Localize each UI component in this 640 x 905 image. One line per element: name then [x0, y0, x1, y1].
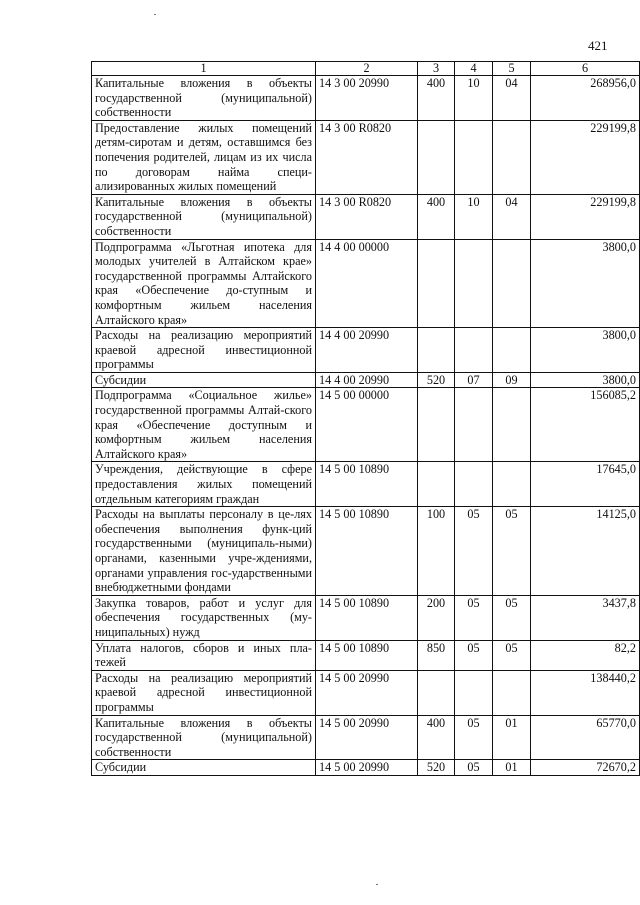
table-row [92, 372, 640, 388]
column-header: 6 [531, 62, 640, 76]
row-rz: 05 [455, 640, 493, 670]
row-name: Подпрограмма «Льготная ипотека для молодых учителей в Алтайском крае» государственной программы Алтайского края «Обеспечение до-ступным и комфортным жильем населения Алтайского края» [92, 239, 316, 328]
row-name: Учреждения, действующие в сфере предоставления жилых помещений отдельным категориям граждан [92, 462, 316, 507]
row-rz: 05 [455, 715, 493, 760]
row-code: 14 3 00 R0820 [316, 120, 418, 194]
column-header: 3 [418, 62, 455, 76]
row-pr [493, 462, 531, 507]
table-row [92, 760, 640, 776]
column-header: 4 [455, 62, 493, 76]
scan-speck [376, 884, 378, 885]
row-sum: 3800,0 [531, 372, 640, 388]
row-name: Подпрограмма «Социальное жилье» государственной программы Алтай-ского края «Обеспечение доступным и комфортным жильем населения Алтайского края» [92, 388, 316, 462]
row-vr: 520 [418, 760, 455, 776]
row-sum: 229199,8 [531, 120, 640, 194]
row-sum: 72670,2 [531, 760, 640, 776]
row-name: Капитальные вложения в объекты государственной (муниципальной) собственности [92, 715, 316, 760]
row-vr [418, 462, 455, 507]
row-vr [418, 120, 455, 194]
row-rz [455, 388, 493, 462]
row-rz: 05 [455, 595, 493, 640]
row-code: 14 5 00 10890 [316, 462, 418, 507]
row-name: Субсидии [92, 760, 316, 776]
row-sum: 14125,0 [531, 507, 640, 596]
table-row [92, 462, 640, 507]
row-vr [418, 239, 455, 328]
row-pr [493, 388, 531, 462]
row-pr: 04 [493, 194, 531, 239]
row-sum: 3800,0 [531, 328, 640, 373]
row-rz: 05 [455, 507, 493, 596]
row-vr [418, 388, 455, 462]
row-name: Уплата налогов, сборов и иных пла-тежей [92, 640, 316, 670]
row-rz [455, 328, 493, 373]
table-row [92, 76, 640, 121]
row-rz [455, 670, 493, 715]
row-pr: 09 [493, 372, 531, 388]
row-name: Расходы на выплаты персоналу в це-лях обеспечения выполнения функ-ций государственными (муниципаль-ными) органами, казенными учре-ждениями, органами управления гос-ударственными внебюджетными фондами [92, 507, 316, 596]
table-row [92, 388, 640, 462]
row-rz [455, 120, 493, 194]
row-sum: 138440,2 [531, 670, 640, 715]
row-sum: 229199,8 [531, 194, 640, 239]
row-code: 14 5 00 00000 [316, 388, 418, 462]
row-pr [493, 670, 531, 715]
row-rz [455, 239, 493, 328]
row-sum: 82,2 [531, 640, 640, 670]
row-rz: 07 [455, 372, 493, 388]
row-name: Предоставление жилых помещений детям-сиротам и детям, оставшимся без попечения родителей, лицам из их числа по договорам найма специ-ализированных жилых помещений [92, 120, 316, 194]
row-vr: 400 [418, 194, 455, 239]
row-name: Закупка товаров, работ и услуг для обеспечения государственных (му-ниципальных) нужд [92, 595, 316, 640]
row-pr [493, 328, 531, 373]
row-rz: 10 [455, 194, 493, 239]
row-code: 14 3 00 20990 [316, 76, 418, 121]
row-code: 14 4 00 00000 [316, 239, 418, 328]
row-rz [455, 462, 493, 507]
row-code: 14 5 00 10890 [316, 595, 418, 640]
row-rz: 10 [455, 76, 493, 121]
row-name: Расходы на реализацию мероприятий краевой адресной инвестиционной программы [92, 670, 316, 715]
row-pr: 01 [493, 715, 531, 760]
table-row [92, 120, 640, 194]
row-rz: 05 [455, 760, 493, 776]
row-code: 14 4 00 20990 [316, 328, 418, 373]
column-header: 5 [493, 62, 531, 76]
row-pr [493, 239, 531, 328]
row-vr [418, 670, 455, 715]
row-name: Расходы на реализацию мероприятий краевой адресной инвестиционной программы [92, 328, 316, 373]
row-sum: 156085,2 [531, 388, 640, 462]
row-vr: 200 [418, 595, 455, 640]
page-number: 421 [588, 38, 608, 53]
column-header: 1 [92, 62, 316, 76]
table-header-row [92, 62, 640, 76]
row-sum: 3800,0 [531, 239, 640, 328]
row-name: Субсидии [92, 372, 316, 388]
table-row [92, 715, 640, 760]
row-pr: 05 [493, 595, 531, 640]
table-row [92, 194, 640, 239]
row-vr: 400 [418, 76, 455, 121]
row-vr: 100 [418, 507, 455, 596]
row-pr: 01 [493, 760, 531, 776]
budget-table [91, 61, 640, 776]
row-pr: 04 [493, 76, 531, 121]
row-sum: 268956,0 [531, 76, 640, 121]
column-header: 2 [316, 62, 418, 76]
row-name: Капитальные вложения в объекты государственной (муниципальной) собственности [92, 194, 316, 239]
row-code: 14 5 00 20990 [316, 760, 418, 776]
row-code: 14 4 00 20990 [316, 372, 418, 388]
row-code: 14 5 00 20990 [316, 670, 418, 715]
row-pr: 05 [493, 507, 531, 596]
row-sum: 65770,0 [531, 715, 640, 760]
row-vr: 850 [418, 640, 455, 670]
row-vr: 520 [418, 372, 455, 388]
row-vr: 400 [418, 715, 455, 760]
table-row [92, 239, 640, 328]
row-sum: 3437,8 [531, 595, 640, 640]
table-row [92, 507, 640, 596]
row-vr [418, 328, 455, 373]
row-pr: 05 [493, 640, 531, 670]
table-row [92, 640, 640, 670]
row-name: Капитальные вложения в объекты государственной (муниципальной) собственности [92, 76, 316, 121]
row-code: 14 3 00 R0820 [316, 194, 418, 239]
row-code: 14 5 00 20990 [316, 715, 418, 760]
table-row [92, 670, 640, 715]
table-row [92, 595, 640, 640]
row-code: 14 5 00 10890 [316, 640, 418, 670]
row-code: 14 5 00 10890 [316, 507, 418, 596]
table-row [92, 328, 640, 373]
scan-speck [154, 14, 156, 15]
row-pr [493, 120, 531, 194]
row-sum: 17645,0 [531, 462, 640, 507]
